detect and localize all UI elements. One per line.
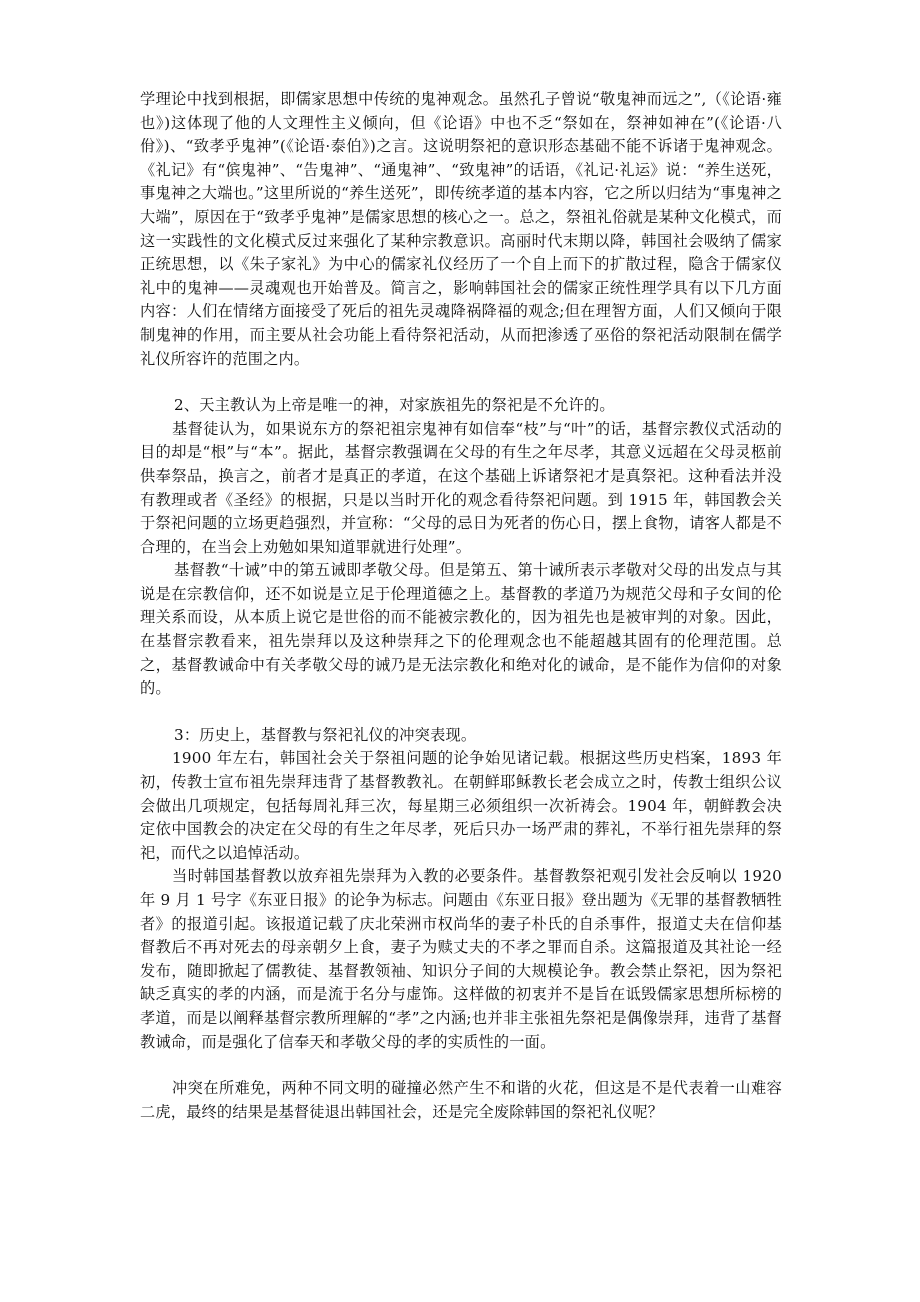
heading-historical-conflict: 3：历史上，基督教与祭祀礼仪的冲突表现。 <box>174 725 477 744</box>
heading-catholic-view: 2、天主教认为上帝是唯一的神，对家族祖先的祭祀是不允许的。 <box>174 396 615 415</box>
paragraph-conclusion-question: 冲突在所难免，两种不同文明的碰撞必然产生不和谐的火花，但这是不是代表着一山难容二虎，最终的结果是基督徒退出韩国社会，还是完全废除韩国的祭祀礼仪呢？ <box>140 1079 782 1121</box>
paragraph-fifth-commandment: 基督教“十诫”中的第五诫即孝敬父母。但是第五、第十诫所表示孝敬对父母的出发点与其说是在宗教信仰，还不如说是立足于伦理道德之上。基督教的孝道乃为规范父母和子女间的伦理关系而设，从本质上说它是世俗的而不能被宗教化的，因为祖先也是被审判的对象。因此，在基督宗教看来，祖先崇拜以及这种崇拜之下的伦理观念也不能超越其固有的伦理范围。总之，基督教诫命中有关孝敬父母的诫乃是无法宗教化和绝对化的诫命，是不能作为信仰的对象的。 <box>140 561 782 698</box>
paragraph-1900-debate: 1900 年左右，韩国社会关于祭祖问题的论争始见诸记载。根据这些历史档案，1893 年初，传教士宣布祖先崇拜违背了基督教教礼。在朝鲜耶稣教长老会成立之时，传教士组织公议会做出几项规定，包括每周礼拜三次，每星期三必须组织一次祈祷会。1904 年，朝鲜教会决定依中国教会的决定在父母的有生之年尽孝，死后只办一场严肃的葬礼，不举行祖先崇拜的祭祀，而代之以追悼活动。 <box>140 749 782 862</box>
paragraph-gap <box>140 371 782 394</box>
paragraph-christian-root: 基督徒认为，如果说东方的祭祀祖宗鬼神有如信奉“枝”与“叶”的话，基督宗教仪式活动的目的却是“根”与“本”。据此，基督宗教强调在父母的有生之年尽孝，其意义远超在父母灵柩前供奉祭品，换言之，前者才是真正的孝道，在这个基础上诉诸祭祀才是真祭祀。这种看法并没有教理或者《圣经》的根据，只是以当时开化的观念看待祭祀问题。到 1915 年，韩国教会关于祭祀问题的立场更趋强烈，并宣称：“父母的忌日为死者的伤心日，摆上食物，请客人都是不合理的，在当会上劝勉如果知道罪就进行处理”。 <box>140 419 782 556</box>
paragraph-gap <box>140 1054 782 1077</box>
document-body <box>140 88 782 1124</box>
paragraph-confucian-ghost-spirit: 学理论中找到根据，即儒家思想中传统的鬼神观念。虽然孔子曾说“敬鬼神而远之”,（《论语·雍也》)这体现了他的人文理性主义倾向，但《论语》中也不乏“祭如在，祭神如神在”(《论语·八佾》)、“致孝乎鬼神”(《论语·泰伯》)之言。这说明祭祀的意识形态基础不能不诉诸于鬼神观念。《礼记》有“傧鬼神”、“告鬼神”、“通鬼神”、“致鬼神”的话语，《礼记·礼运》说：“养生送死，事鬼神之大端也。”这里所说的“养生送死”，即传统孝道的基本内容，它之所以归结为“事鬼神之大端”，原因在于“致孝乎鬼神”是儒家思想的核心之一。总之，祭祖礼俗就是某种文化模式，而这一实践性的文化模式反过来强化了某种宗教意识。高丽时代末期以降，韩国社会吸纳了儒家正统思想，以《朱子家礼》为中心的儒家礼仪经历了一个自上而下的扩散过程，隐含于儒家仪礼中的鬼神——灵魂观也开始普及。简言之，影响韩国社会的儒家正统性理学具有以下几方面内容：人们在情绪方面接受了死后的祖先灵魂降祸降福的观念;但在理智方面，人们又倾向于限制鬼神的作用，而主要从社会功能上看待祭祀活动，从而把渗透了巫俗的祭祀活动限制在儒学礼仪所容许的范围之内。 <box>140 90 782 368</box>
paragraph-dong-a-ilbo: 当时韩国基督教以放弃祖先崇拜为入教的必要条件。基督教祭祀观引发社会反响以 1920 年 9 月 1 号字《东亚日报》的论争为标志。问题由《东亚日报》登出题为《无罪的基督教牺牲者》的报道引起。该报道记载了庆北荣洲市权尚华的妻子朴氏的自杀事件，报道丈夫在信仰基督教后不再对死去的母亲朝夕上食，妻子为赎丈夫的不孝之罪而自杀。这篇报道及其社论一经发布，随即掀起了儒教徒、基督教领袖、知识分子间的大规模论争。教会禁止祭祀，因为祭祀缺乏真实的孝的内涵，而是流于名分与虚饰。这样做的初衷并不是旨在诋毁儒家思想所标榜的孝道，而是以阐释基督宗教所理解的“孝”之内涵;也并非主张祖先祭祀是偶像崇拜，违背了基督教诫命，而是强化了信奉天和孝敬父母的孝的实质性的一面。 <box>140 867 782 1051</box>
paragraph-gap <box>140 701 782 724</box>
